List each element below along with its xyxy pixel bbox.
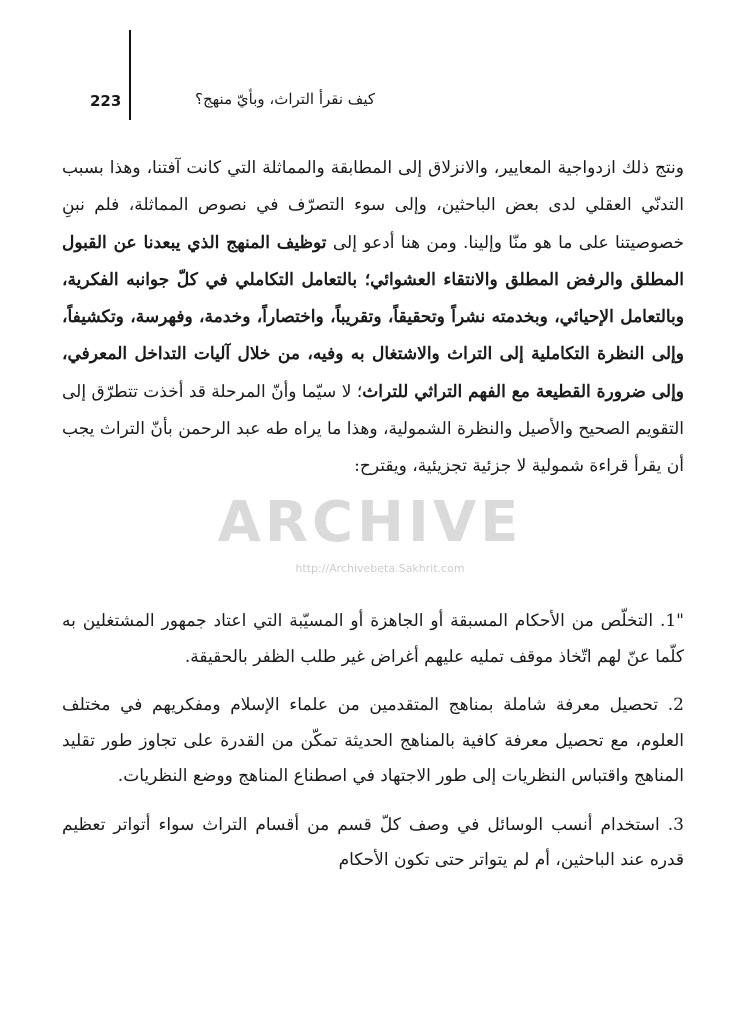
running-title: كيف نقرأ التراث، وبأيّ منهج؟	[195, 90, 375, 108]
paragraph-text-cont: ؛ لا سيّما وأنّ المرحلة قد أخذت تتطرّق إلى التقويم الصحيح والأصيل والنظرة الشمولية، وهذا ما يراه طه عبد الرحمن بأنّ التراث يجب أن يقرأ قراءة شمولية لا جزئية تجزيئية، ويقترح:	[62, 381, 684, 477]
list-item	[62, 808, 684, 879]
watermark-word: ARCHIVE	[217, 490, 523, 555]
list-item-text: استخدام أنسب الوسائل في وصف كلّ قسم من أقسام التراث سواء أتواتر تعظيم قدره عند الباحثين، أم لم يتواتر حتى تكون الأحكام	[62, 814, 684, 870]
list-item-number: "1.	[659, 611, 684, 631]
watermark-url: http://Archivebeta.Sakhrit.com	[295, 562, 465, 575]
list-item-text: التخلّص من الأحكام المسبقة أو الجاهزة أو المسيّبة التي اعتاد جمهور المشتغلين به كلّما عنّ لهم اتّخاذ موقف تمليه عليهم أغراض غير طلب الظفر بالحقيقة.	[62, 611, 684, 667]
list-item-number: 2.	[667, 695, 684, 715]
list-item	[62, 604, 684, 675]
paragraph-bold-text: توظيف المنهج الذي يبعدنا عن القبول المطلق والرفض المطلق والانتقاء العشوائي؛ بالتعامل التكاملي في كلّ جوانبه الفكرية، وبالتعامل الإحيائي، وبخدمته نشراً وتحقيقاً، وتقريباً، واختصاراً، وخدمة، وفهرسة، وتكشيفاً، وإلى النظرة التكاملية إلى التراث والاشتغال به وفيه، من خلال آليات التداخل المعرفي، وإلى ضرورة القطيعة مع الفهم التراثي للتراث	[62, 232, 685, 402]
paragraph-text: ونتج ذلك ازدواجية المعايير، والانزلاق إلى المطابقة والمماثلة التي كانت آفتنا، وهذا بسبب التدنّي العقلي لدى بعض الباحثين، وإلى سوء التصرّف في نصوص المماثلة، فلم نبنِ خصوصيتنا على ما هو منّا وإلينا. ومن هنا أدعو إلى	[62, 158, 684, 253]
header-divider	[129, 30, 131, 120]
list-item-number: 3.	[667, 814, 684, 835]
main-paragraph	[62, 150, 684, 486]
list-item-text: تحصيل معرفة شاملة بمناهج المتقدمين من علماء الإسلام ومفكريهم في مختلف العلوم، مع تحصيل معرفة كافية بالمناهج الحديثة تمكّن من القدرة على تجاوز طور تقليد المناهج واقتباس النظريات إلى طور الاجتهاد في اصطناع المناهج ووضع النظريات.	[62, 695, 684, 786]
numbered-list	[62, 604, 684, 892]
list-item	[62, 688, 684, 795]
page-number: 223	[90, 92, 122, 110]
